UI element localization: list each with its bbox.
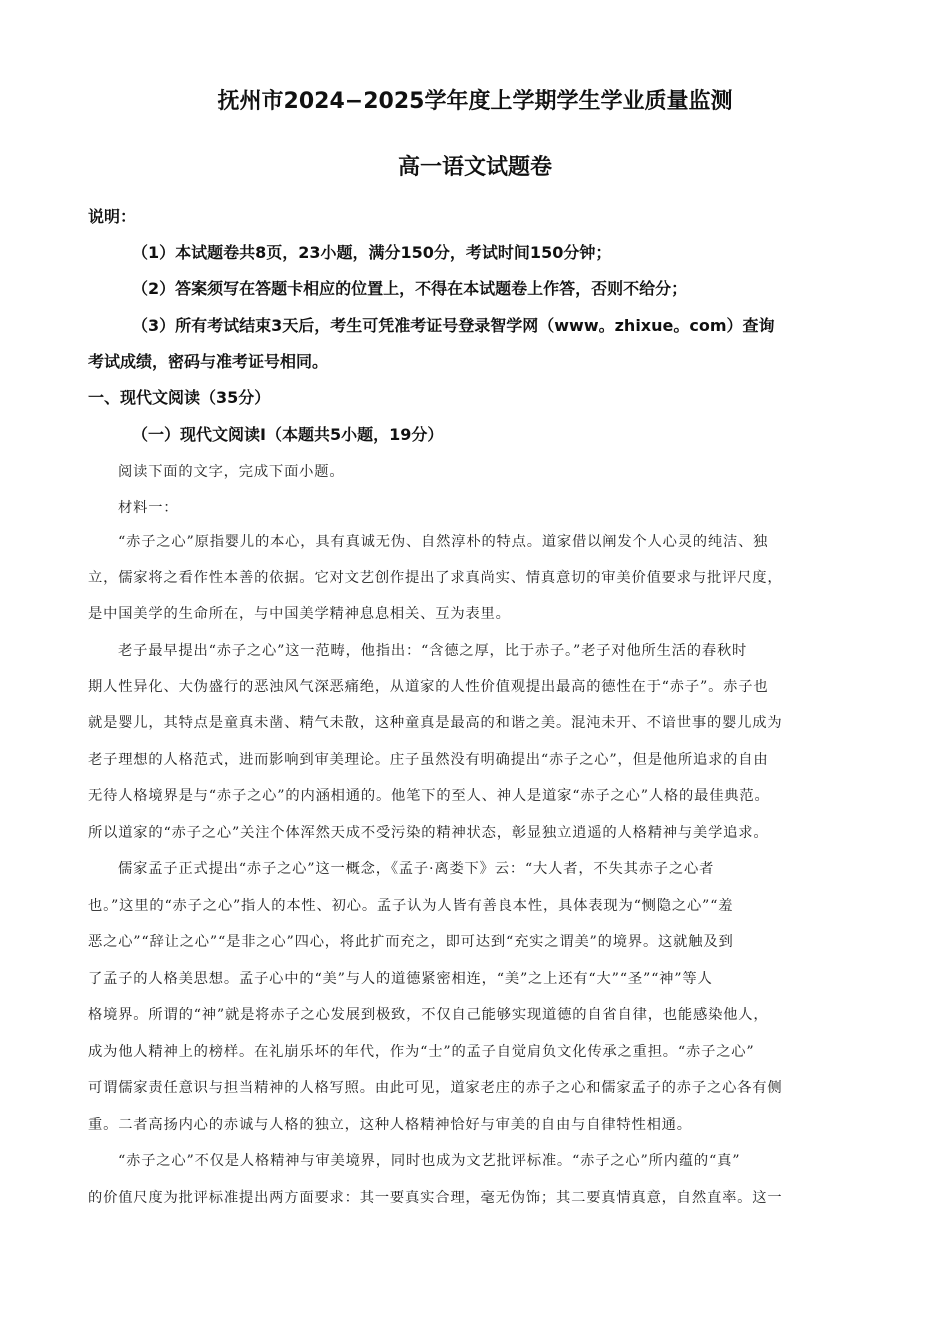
paragraph-line: 儒家孟子正式提出“赤子之心”这一概念，《孟子·离娄下》云：“大人者，不失其赤子之心者 bbox=[118, 861, 715, 877]
section-heading: 一、现代文阅读（35分） bbox=[88, 388, 271, 407]
paragraph-line: 可谓儒家责任意识与担当精神的人格写照。由此可见，道家老庄的赤子之心和儒家孟子的赤子之心各有侧 bbox=[88, 1080, 783, 1096]
instruction-item: （1）本试题卷共8页，23小题，满分150分，考试时间150分钟； bbox=[132, 243, 612, 262]
paragraph-line: “赤子之心”原指婴儿的本心，具有真诚无伪、自然淳朴的特点。道家借以阐发个人心灵的纯洁、独 bbox=[118, 534, 769, 550]
paragraph-line: 也。”这里的“赤子之心”指人的本性、初心。孟子认为人皆有善良本性，具体表现为“恻隐之心”“羞 bbox=[88, 898, 734, 914]
instructions-label: 说明： bbox=[88, 207, 137, 226]
paragraph-line: 的价值尺度为批评标准提出两方面要求：其一要真实合理，毫无伪饰；其二要真情真意，自然直率。这一 bbox=[88, 1190, 783, 1206]
paragraph-line: “赤子之心”不仅是人格精神与审美境界，同时也成为文艺批评标准。“赤子之心”所内蕴的“真” bbox=[118, 1153, 741, 1169]
instruction-item: 考试成绩，密码与准考证号相同。 bbox=[88, 352, 329, 371]
exam-subtitle: 高一语文试题卷 bbox=[397, 155, 552, 180]
paragraph-line: 成为他人精神上的榜样。在礼崩乐坏的年代，作为“士”的孟子自觉肩负文化传承之重担。“赤子之心” bbox=[88, 1044, 755, 1060]
paragraph-line: 老子理想的人格范式，进而影响到审美理论。庄子虽然没有明确提出“赤子之心”，但是他所追求的自由 bbox=[88, 752, 769, 768]
paragraph-line: 是中国美学的生命所在，与中国美学精神息息相关、互为表里。 bbox=[88, 606, 511, 622]
paragraph-line: 格境界。所谓的“神”就是将赤子之心发展到极致，不仅自己能够实现道德的自省自律，也能感染他人， bbox=[88, 1007, 769, 1023]
instruction-item: （3）所有考试结束3天后，考生可凭准考证号登录智学网（www。zhixue。com）查询 bbox=[132, 316, 775, 335]
paragraph-line: 了孟子的人格美思想。孟子心中的“美”与人的道德紧密相连，“美”之上还有“大”“圣”“神”等人 bbox=[88, 971, 713, 987]
paragraph-line: 老子最早提出“赤子之心”这一范畴，他指出：“含德之厚，比于赤子。”老子对他所生活的春秋时 bbox=[118, 643, 748, 659]
instruction-item: （2）答案须写在答题卡相应的位置上，不得在本试题卷上作答，否则不给分； bbox=[132, 279, 688, 298]
paragraph-line: 重。二者高扬内心的赤诚与人格的独立，这种人格精神恰好与审美的自由与自律特性相通。 bbox=[88, 1117, 692, 1133]
paragraph-line: 恶之心”“辞让之心”“是非之心”四心，将此扩而充之，即可达到“充实之谓美”的境界。这就触及到 bbox=[88, 934, 734, 950]
paragraph-line: 无待人格境界是与“赤子之心”的内涵相通的。他笔下的至人、神人是道家“赤子之心”人格的最佳典范。 bbox=[88, 788, 770, 804]
paragraph-line: 就是婴儿，其特点是童真未凿、精气未散，这种童真是最高的和谐之美。混沌未开、不谙世事的婴儿成为 bbox=[88, 715, 783, 731]
reading-prompt: 阅读下面的文字，完成下面小题。 bbox=[118, 464, 345, 480]
exam-title: 抚州市2024−2025学年度上学期学生学业质量监测 bbox=[217, 89, 733, 114]
section-subheading: （一）现代文阅读Ⅰ（本题共5小题，19分） bbox=[132, 425, 444, 444]
paragraph-line: 期人性异化、大伪盛行的恶浊风气深恶痛绝，从道家的人性价值观提出最高的德性在于“赤子”。赤子也 bbox=[88, 679, 769, 695]
material-label: 材料一： bbox=[118, 500, 179, 516]
paragraph-line: 立，儒家将之看作性本善的依据。它对文艺创作提出了求真尚实、情真意切的审美价值要求与批评尺度， bbox=[88, 570, 783, 586]
paragraph-line: 所以道家的“赤子之心”关注个体浑然天成不受污染的精神状态，彰显独立逍遥的人格精神与美学追求。 bbox=[88, 825, 769, 841]
